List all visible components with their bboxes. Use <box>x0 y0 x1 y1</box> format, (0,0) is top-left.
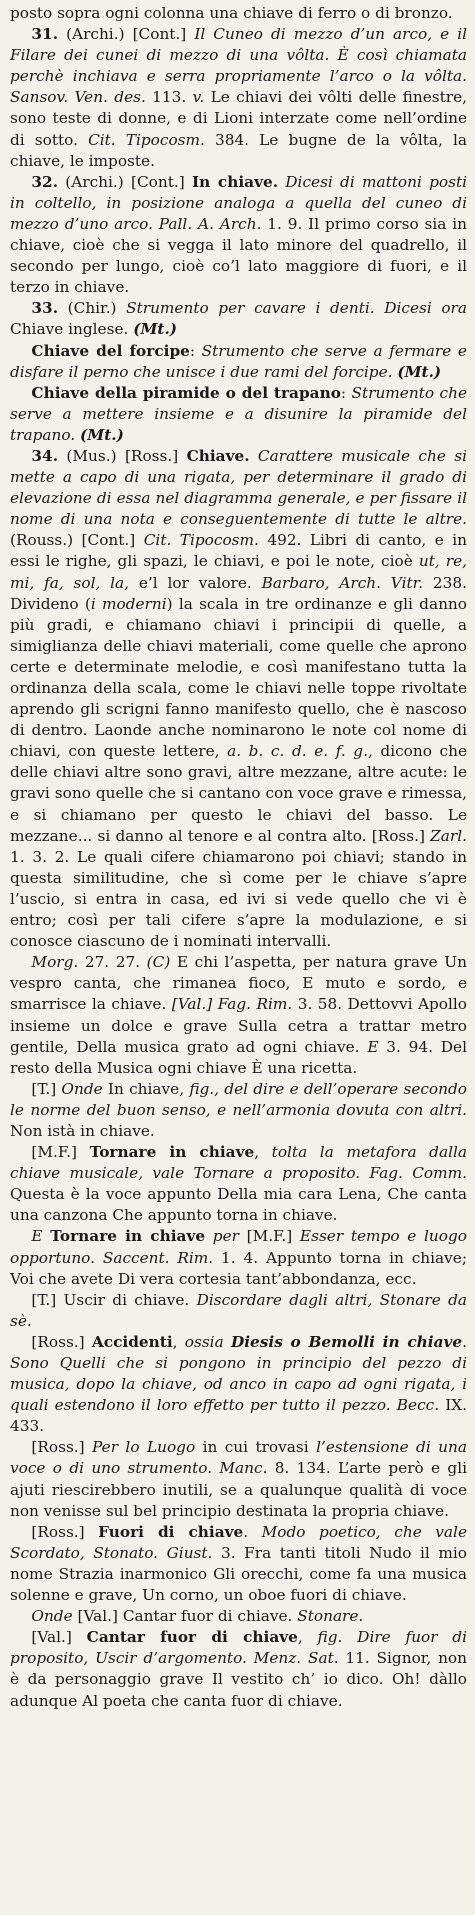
text-segment: Stonare. <box>297 1607 364 1626</box>
text-segment: [Val.] <box>31 1628 87 1647</box>
text-segment: 34. <box>31 446 59 465</box>
text-segment: Barbaro, Arch. Vitr. <box>261 573 424 592</box>
text-segment: (Mt.) <box>80 425 124 444</box>
text-segment: : <box>340 383 352 402</box>
text-segment: v. <box>192 88 205 107</box>
text-segment: i moderni <box>90 594 167 613</box>
text-segment: IX. 433. <box>10 1396 467 1436</box>
text-segment: Modo poetico, che vale Scordato, Stonato. Giust. <box>10 1522 467 1562</box>
text-segment: 32. <box>31 172 59 191</box>
text-segment: (C) <box>146 953 171 972</box>
text-segment: (Rouss.) [Cont.] <box>10 531 144 550</box>
entry-paragraph <box>10 298 467 340</box>
text-segment: l’estensione di una voce o di uno strumento. Manc. <box>10 1438 467 1478</box>
text-segment: in cui trovasi <box>195 1438 317 1457</box>
text-segment: posto sopra ogni colonna una chiave di ferro o di bronzo. <box>10 4 453 22</box>
text-segment: 113. <box>145 88 193 107</box>
entry-paragraph <box>10 341 467 383</box>
text-segment: Discordare dagli altri, Stonare da sè. <box>10 1290 468 1330</box>
entry-paragraph <box>10 1142 467 1226</box>
text-segment: Tornare in chiave <box>89 1143 255 1162</box>
text-segment: 492. Libri di canto, e in essi le righe, gli spazi, le chiavi, e poi le note, cioè <box>10 531 468 571</box>
entry-paragraph <box>10 1332 467 1437</box>
text-segment: E <box>367 1037 379 1056</box>
entry-paragraph <box>10 172 467 299</box>
text-segment: per <box>212 1227 239 1246</box>
entry-paragraph <box>10 1437 467 1521</box>
text-segment: , dicono che delle chiavi altre sono gravi, altre mezzane, altre acute: le gravi sono quelle che si cantano con voce grave e rimessa, e si chiamano per questo le chiavi del basso. Le mezzane... si danno al tenore e al contra alto. [Ross.] <box>10 742 467 845</box>
text-segment: fig., del dire e dell’operare secondo le norme del buon senso, e nell’armonia dovuta con altri. <box>10 1079 467 1119</box>
text-segment: Accidenti <box>91 1332 173 1351</box>
text-segment: E chi l’aspetta, per natura grave Un vespro canta, che rimanea fioco, E muto e sordo, e smarrisce la chiave. <box>10 953 467 1014</box>
text-segment: (Mt.) <box>133 320 178 339</box>
text-segment: , <box>172 1332 185 1351</box>
text-segment: [Ross.] <box>31 1332 92 1351</box>
entry-paragraph <box>10 1079 467 1142</box>
text-segment: [M.F.] <box>238 1227 300 1246</box>
text-segment: Carattere musicale che si mette a capo di una rigata, per determinare il grado di elevazione di essa nel diagramma generale, e per fissare il nome di una nota e conseguentemente di tutte le altre. <box>10 446 467 529</box>
text-segment: Strumento che serve a mettere insieme e a disunire la piramide del trapano. <box>10 383 467 444</box>
text-segment: tolta la metafora dalla chiave musicale, vale Tornare a proposito. Fag. Comm. <box>10 1143 468 1183</box>
text-segment: Cit. Tipocosm. <box>143 531 259 550</box>
text-segment: , <box>254 1143 272 1162</box>
text-segment: (Chir.) <box>58 299 127 318</box>
entry-paragraph <box>10 3 467 24</box>
text-segment: 238. Divideno ( <box>10 573 467 613</box>
text-segment: . <box>462 1332 467 1351</box>
text-segment: [T.] <box>31 1079 62 1098</box>
text-segment: [Val.] Cantar fuor di chiave. <box>72 1607 298 1626</box>
text-segment: Chiave del forcipe <box>31 341 190 360</box>
text-segment: 3. 94. Del resto della Musica ogni chiave È una ricetta. <box>10 1037 467 1077</box>
text-segment: 8. 134. L’arte però e gli ajuti riescirebbero inutili, se a qualunque qualità di voce non venisse sul bel principio destinata la propria chiave. <box>10 1459 467 1520</box>
text-segment: E <box>31 1227 43 1246</box>
entry-paragraph <box>10 383 467 446</box>
text-segment: Chiave della piramide <box>31 383 220 402</box>
text-segment: In chiave, <box>102 1079 190 1098</box>
text-segment: , <box>297 1628 318 1647</box>
text-segment: Strumento che serve a fermare e disfare il perno che unisce i due rami del forcipe. <box>10 341 467 381</box>
text-segment: [Ross.] <box>31 1522 99 1541</box>
text-segment: In chiave. <box>191 172 279 191</box>
text-segment: Esser tempo e luogo opportuno. Saccent. Rim. <box>10 1227 467 1267</box>
text-segment: . <box>243 1522 262 1541</box>
text-segment: Cantar fuor di chiave <box>86 1628 298 1647</box>
text-segment: 11. Signor, non è da personaggio grave Il vestito ch’ io dico. Oh! dàllo adunque Al poeta che canta fuor di chiave. <box>10 1649 467 1710</box>
text-segment: Non istà in chiave. <box>10 1121 155 1140</box>
text-segment: [M.F.] <box>31 1143 90 1162</box>
text-segment: Il Cuneo di mezzo d’un arco, e il Filare dei cunei di mezzo di una vôlta. È così chiamata perchè inchiava e serra propriamente l’arco o la vôlta. Sansov. Ven. des. <box>10 25 467 107</box>
text-segment: 3. Fra tanti titoli Nudo il mio nome Strazia inarmonico Gli orecchi, come fa una musica solenne e grave, Un corno, un oboe fuori di chiave. <box>10 1543 467 1605</box>
text-segment: 384. Le bugne de la vôlta, la chiave, le imposte. <box>10 130 467 170</box>
text-segment: 3. 58. Dettovvi Apollo insieme un dolce e grave Sulla cetra a trattar metro gentile, Della musica grato ad ogni chiave. <box>10 995 467 1056</box>
text-segment: e’l lor valore. <box>129 573 262 592</box>
text-segment: fig. Dire fuor di proposito, Uscir d’argomento. Menz. Sat. <box>10 1628 467 1668</box>
text-segment: ut, re, mi, fa, sol, la, <box>10 552 468 592</box>
entry-paragraph <box>10 1627 467 1711</box>
entry-paragraph <box>10 1522 467 1606</box>
text-segment: Sono Quelli che si pongono in principio del pezzo di musica, dopo la chiave, od anco in capo ad ogni rigata, i quali estendono il loro effetto per tutto il pezzo. Becc. <box>10 1354 467 1415</box>
entry-paragraph <box>10 1226 467 1289</box>
text-segment: (Archi.) [Cont.] <box>58 25 195 44</box>
text-segment: Tornare in chiave <box>50 1227 206 1246</box>
text-segment: 33. <box>31 299 59 318</box>
text-segment: Morg. <box>31 953 79 972</box>
text-segment: ) la scala in tre ordinanze e gli danno più gradi, e chiamano chiavi i principii di quelle, a simiglianza delle chiavi materiali, come quelle che aprono certe e determinate melodie, e così manifestano tutta la ordinanza della scala, come le chiavi nelle toppe rivoltate aprendo gli scrigni fanno manifesto quello, che è nascoso di dentro. Laonde anche nominarono le note col nome di chiavi, con queste lettere, <box>10 594 467 761</box>
text-segment: Cit. Tipocosm. <box>88 130 205 149</box>
text-segment: [Val.] Fag. Rim. <box>171 995 293 1014</box>
text-segment: Diesis o Bemolli in chiave <box>230 1332 463 1351</box>
text-segment <box>205 1227 213 1245</box>
text-segment: [T.] Uscir di chiave. <box>31 1290 197 1309</box>
text-segment: Fuori di chiave <box>98 1522 244 1541</box>
text-segment: 27. 27. <box>78 953 147 972</box>
entry-paragraph <box>10 1290 467 1332</box>
text-segment: o del trapano <box>219 383 341 402</box>
text-segment: Onde <box>61 1079 103 1098</box>
text-segment: Strumento per cavare i denti. Dicesi ora <box>126 299 467 318</box>
text-segment: Chiave. <box>186 446 250 465</box>
text-segment: (Mus.) [Ross.] <box>58 446 187 465</box>
entry-paragraph <box>10 24 467 172</box>
text-segment: (Mt.) <box>397 362 442 381</box>
text-segment: 31. <box>31 25 59 44</box>
text-segment: (Archi.) [Cont.] <box>58 172 192 191</box>
text-segment: 1. 3. 2. Le quali cifere chiamarono poi chiavi; stando in questa similitudine, che sì come per le chiave s’apre l’uscio, si entra in casa, ed ivi si vede quello che vi è entro; così per tali cifere s’apre la modulazione, e si conosce ciascuno de i nominati intervalli. <box>10 847 467 951</box>
text-segment: 1. 4. Appunto torna in chiave; Voi che avete Di vera cortesia tant’abbondanza, ecc. <box>10 1248 467 1288</box>
text-segment: Questa è la voce appunto Della mia cara Lena, Che canta una canzona Che appunto torna in chiave. <box>10 1185 467 1225</box>
text-segment: 1. 9. Il primo corso sia in chiave, cioè che si vegga il lato minore del quadrello, il secondo per lungo, cioè co’l lato maggiore di fuori, e il terzo in chiave. <box>10 214 467 297</box>
text-segment: Le chiavi dei vôlti delle finestre, sono teste di donne, e di Lioni interzate come nell’ordine di sotto. <box>10 88 467 149</box>
text-segment: Onde <box>31 1607 73 1626</box>
entry-paragraph <box>10 1606 467 1627</box>
text-segment: a. b. c. d. e. f. g. <box>227 742 368 761</box>
text-segment: [Ross.] <box>31 1438 93 1457</box>
text-segment: Zarl. <box>430 826 467 845</box>
text-segment: Per lo Luogo <box>92 1438 196 1457</box>
dictionary-column <box>10 3 467 1712</box>
text-segment: : <box>189 341 202 360</box>
text-segment: Dicesi di mattoni posti in coltello, in posizione analoga a quella del cuneo di mezzo d’uno arco. Pall. A. Arch. <box>10 172 467 233</box>
entry-paragraph <box>10 446 467 952</box>
text-segment: Chiave inglese. <box>10 320 134 339</box>
entry-paragraph <box>10 952 467 1079</box>
text-segment <box>224 1333 231 1351</box>
text-segment: ossia <box>184 1332 224 1351</box>
